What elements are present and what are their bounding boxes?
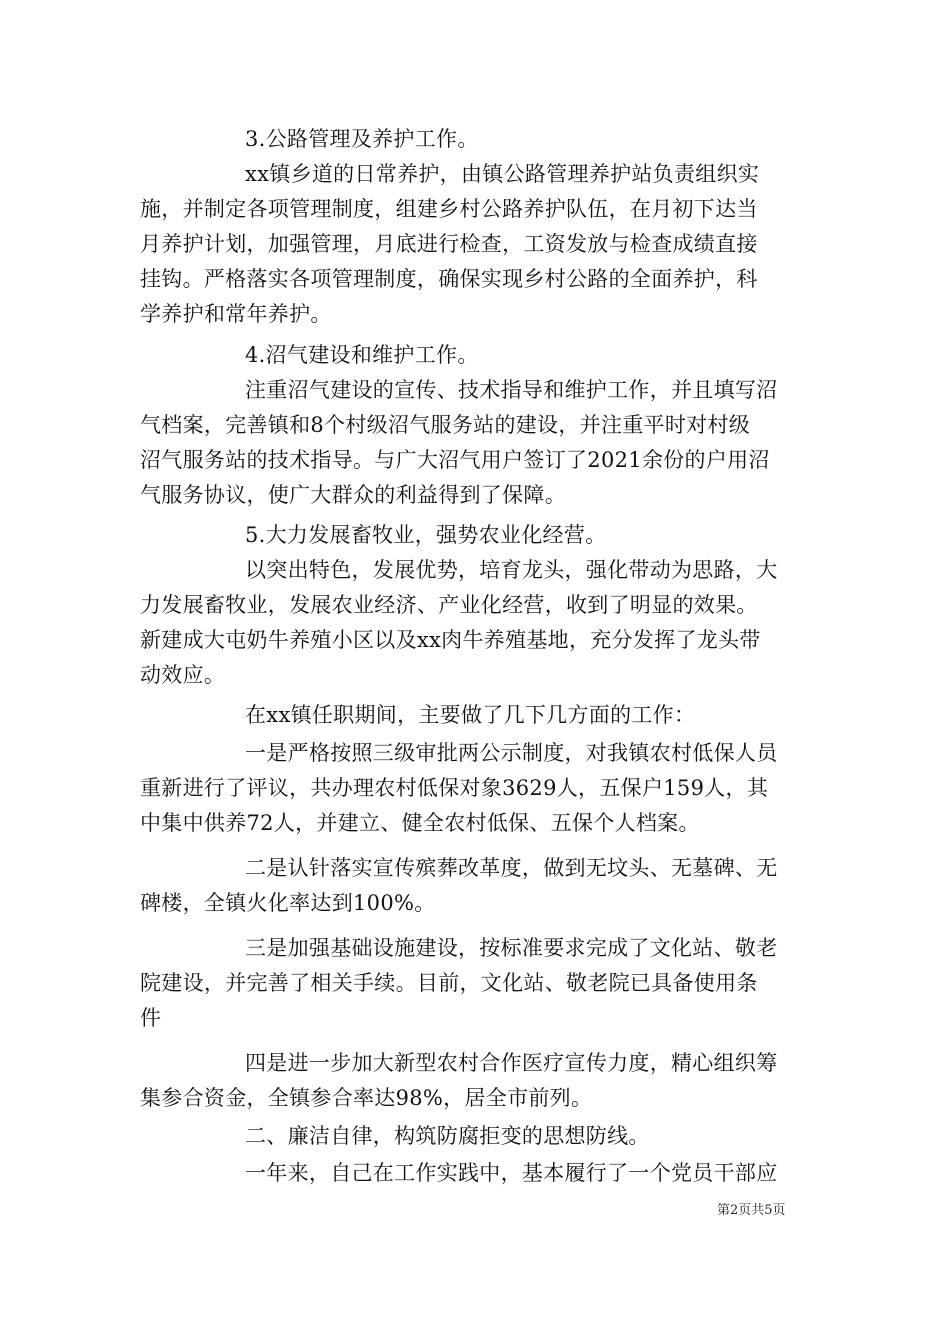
paragraph-line: 注重沼气建设的宣传、技术指导和维护工作，并且填写沼 <box>245 378 778 402</box>
paragraph-line: 四是进一步加大新型农村合作医疗宣传力度，精心组织筹 <box>245 1051 778 1075</box>
paragraph-line: 新建成大屯奶牛养殖小区以及xx肉牛养殖基地，充分发挥了龙头带 <box>140 628 761 652</box>
heading-biogas: 4.沼气建设和维护工作。 <box>245 343 479 367</box>
paragraph-line: 月养护计划，加强管理，月底进行检查，工资发放与检查成绩直接 <box>140 232 758 256</box>
paragraph-line: 以突出特色，发展优势，培育龙头，强化带动为思路，大 <box>245 558 778 582</box>
paragraph-line: 一是严格按照三级审批两公示制度，对我镇农村低保人员 <box>245 741 778 765</box>
paragraph-line: 气服务协议，使广大群众的利益得到了保障。 <box>140 483 566 507</box>
section-heading-integrity: 二、廉洁自律，构筑防腐拒变的思想防线。 <box>245 1124 650 1148</box>
paragraph-line: 在xx镇任职期间，主要做了几下几方面的工作： <box>245 703 696 727</box>
heading-road-maintenance: 3.公路管理及养护工作。 <box>245 127 479 151</box>
paragraph-line: 动效应。 <box>140 663 226 687</box>
paragraph-line: 二是认针落实宣传殡葬改革度，做到无坟头、无墓碑、无 <box>245 856 778 880</box>
paragraph-line: 院建设，并完善了相关手续。目前，文化站、敬老院已具备使用条 <box>140 971 758 995</box>
paragraph-line: 施，并制定各项管理制度，组建乡村公路养护队伍，在月初下达当 <box>140 197 758 221</box>
paragraph-line: 重新进行了评议，共办理农村低保对象3629人，五保户159人，其 <box>140 776 769 800</box>
paragraph-line: 中集中供养72人，并建立、健全农村低保、五保个人档案。 <box>140 811 700 835</box>
paragraph-line: 一年来，自己在工作实践中，基本履行了一个党员干部应 <box>245 1161 778 1185</box>
paragraph-line: 学养护和常年养护。 <box>140 302 332 326</box>
paragraph-line: 件 <box>140 1006 162 1030</box>
page-number-footer: 第2页共5页 <box>717 1203 786 1218</box>
paragraph-line: 碑楼，全镇火化率达到100%。 <box>140 891 436 915</box>
paragraph-line: 集参合资金，全镇参合率达98%，居全市前列。 <box>140 1086 593 1110</box>
heading-livestock: 5.大力发展畜牧业，强势农业化经营。 <box>245 523 607 547</box>
paragraph-line: 气档案，完善镇和8个村级沼气服务站的建设，并注重平时对村级 <box>140 413 751 437</box>
paragraph-line: 力发展畜牧业，发展农业经济、产业化经营，收到了明显的效果。 <box>140 593 758 617</box>
paragraph-line: 沼气服务站的技术指导。与广大沼气用户签订了2021余份的户用沼 <box>140 448 770 472</box>
paragraph-line: 三是加强基础设施建设，按标准要求完成了文化站、敬老 <box>245 936 778 960</box>
paragraph-line: 挂钩。严格落实各项管理制度，确保实现乡村公路的全面养护，科 <box>140 267 758 291</box>
paragraph-line: xx镇乡道的日常养护，由镇公路管理养护站负责组织实 <box>245 162 760 186</box>
